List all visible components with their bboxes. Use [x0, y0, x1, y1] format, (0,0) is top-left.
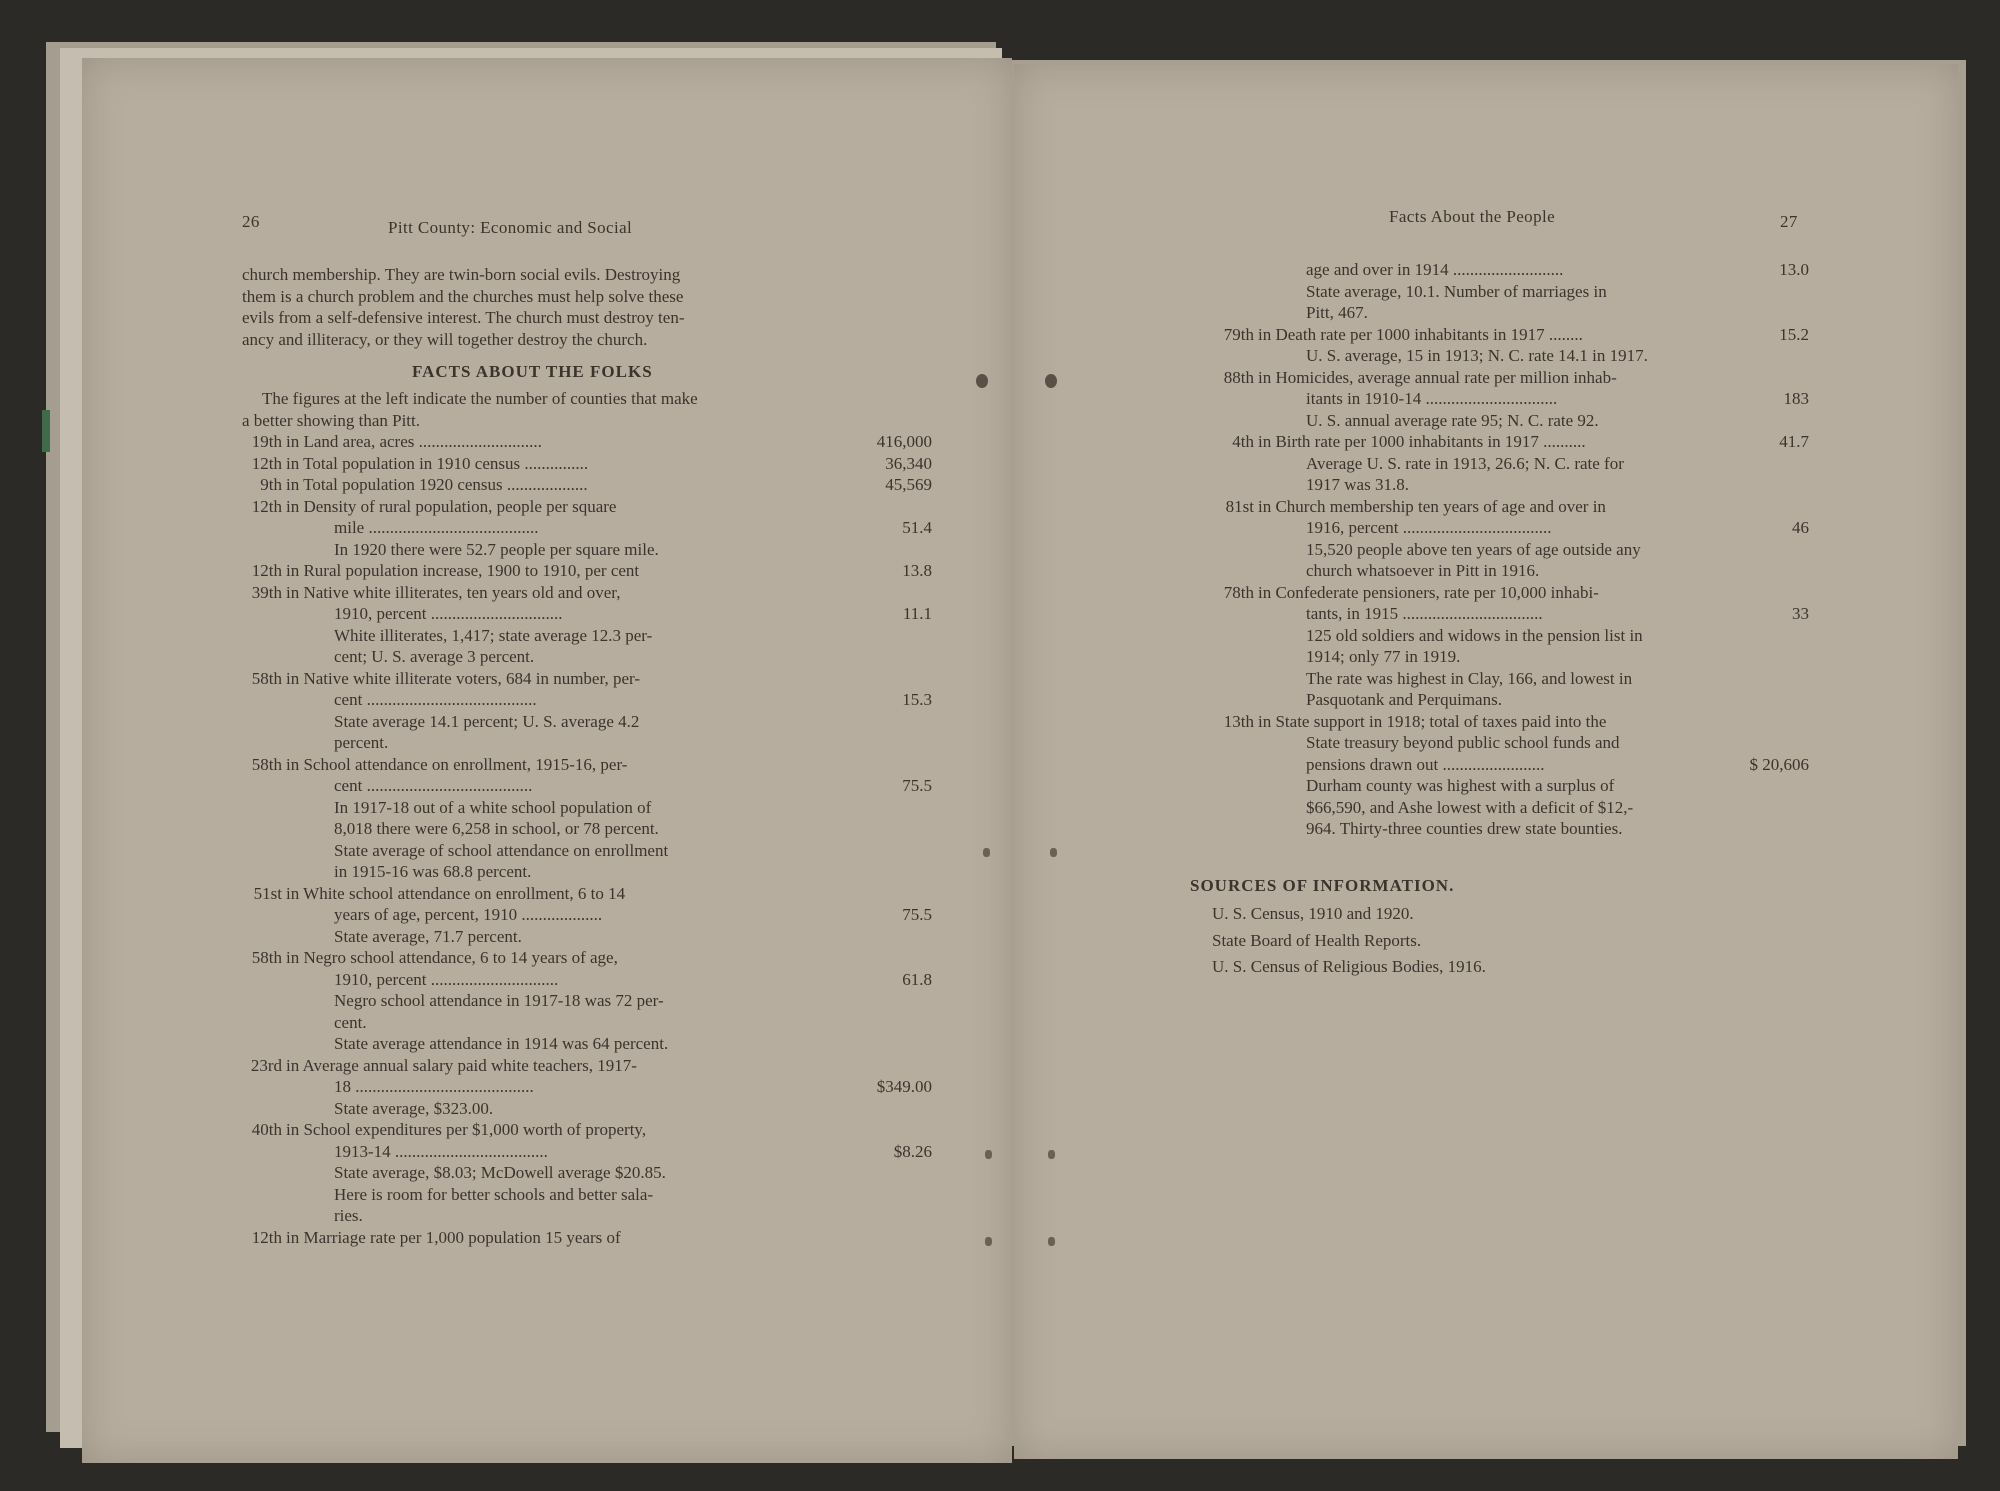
fact-text: 1910, percent ...............................: [334, 604, 563, 623]
fact-line: [1214, 388, 1809, 410]
fact-text: State average 14.1 percent; U. S. average 4.2: [334, 711, 640, 731]
source-item: State Board of Health Reports.: [1212, 930, 1422, 950]
fact-text: percent.: [334, 733, 389, 752]
fact-line: [1214, 668, 1809, 690]
fact-text: 1916, percent ...................................: [1306, 518, 1552, 537]
fact-text: Pasquotank and Perquimans.: [1306, 690, 1502, 709]
binding-hole: [1045, 374, 1057, 388]
fact-entry: [1214, 582, 1809, 711]
fact-rank: 58th: [251, 754, 282, 774]
fact-line: [242, 990, 932, 1012]
fact-line: [242, 646, 932, 668]
fact-entry: [242, 474, 932, 496]
fact-line: [242, 1033, 932, 1055]
fact-text: State treasury beyond public school funds and: [1306, 733, 1620, 752]
staple-mark: [983, 848, 990, 857]
fact-line: [1214, 582, 1809, 604]
fact-line: [242, 431, 932, 453]
fact-value: 75.5: [902, 905, 932, 924]
fact-line: [242, 1141, 932, 1163]
fact-entry: [242, 560, 932, 582]
staple-mark: [1050, 848, 1057, 857]
fact-rank: 78th: [1223, 582, 1254, 602]
right-page-number: 27: [1780, 212, 1798, 231]
fact-line: [1214, 281, 1809, 303]
fact-text: in Total population 1920 census ...................: [286, 475, 588, 494]
fact-line: [1214, 818, 1809, 840]
fact-line: [1214, 732, 1809, 754]
right-page: [1014, 64, 1958, 1459]
fact-line: [1214, 302, 1809, 324]
intro-line: them is a church problem and the churches must help solve these: [242, 286, 684, 306]
fact-text: State average, $8.03; McDowell average $20.85.: [334, 1163, 666, 1182]
fact-text: in Birth rate per 1000 inhabitants in 1917 ..........: [1258, 432, 1586, 451]
fact-text: age and over in 1914 ..........................: [1306, 260, 1564, 279]
fact-line: [242, 947, 932, 969]
fact-value: 36,340: [885, 453, 932, 473]
fact-entry: [242, 431, 932, 453]
fact-text: in Marriage rate per 1,000 population 15 years of: [286, 1227, 621, 1247]
left-page-number: 26: [242, 212, 260, 231]
lead-line: The figures at the left indicate the number of counties that make: [262, 389, 698, 408]
fact-rank: 40th: [251, 1120, 282, 1139]
fact-entry: [242, 883, 932, 948]
fact-text: 125 old soldiers and widows in the pension list in: [1306, 625, 1643, 645]
fact-rank: 58th: [251, 668, 282, 688]
fact-entry: [242, 754, 932, 883]
fact-text: cent; U. S. average 3 percent.: [334, 647, 535, 666]
sources-list: [1212, 903, 1486, 978]
fact-text: 964. Thirty-three counties drew state bounties.: [1306, 819, 1623, 838]
fact-text: White illiterates, 1,417; state average 12.3 per-: [334, 625, 653, 645]
fact-text: State average, $323.00.: [334, 1098, 494, 1118]
fact-value: 11.1: [902, 604, 932, 623]
fact-text: The rate was highest in Clay, 166, and lowest in: [1306, 668, 1633, 688]
fact-line: [242, 1076, 932, 1098]
fact-line: [242, 840, 932, 862]
fact-rank: 23rd: [250, 1055, 282, 1075]
fact-line: [242, 1098, 932, 1120]
fact-line: [242, 560, 932, 582]
fact-text: U. S. annual average rate 95; N. C. rate 92.: [1306, 410, 1599, 430]
fact-text: in Negro school attendance, 6 to 14 years of age,: [286, 948, 618, 967]
fact-text: Average U. S. rate in 1913, 26.6; N. C. rate for: [1306, 453, 1624, 473]
fact-value: 75.5: [902, 776, 932, 795]
fact-line: [242, 797, 932, 819]
fact-line: [242, 582, 932, 604]
fact-line: [1214, 754, 1809, 776]
fact-line: [242, 539, 932, 561]
fact-text: Durham county was highest with a surplus of: [1306, 776, 1615, 795]
fact-rank: 81st: [1225, 496, 1254, 516]
fact-text: Negro school attendance in 1917-18 was 72 per-: [334, 991, 664, 1010]
fact-line: [1214, 410, 1809, 432]
fact-line: [1214, 496, 1809, 518]
fact-text: in Land area, acres .............................: [286, 432, 542, 451]
intro-line: ancy and illiteracy, or they will together destroy the church.: [242, 329, 648, 349]
fact-text: In 1917-18 out of a white school population of: [334, 797, 652, 817]
right-running-head: Facts About the People: [1389, 207, 1556, 226]
fact-text: mile ........................................: [334, 518, 539, 537]
fact-text: in Native white illiterates, ten years old and over,: [286, 582, 621, 602]
fact-entry: [1214, 367, 1809, 432]
fact-text: 18 ..........................................: [334, 1077, 534, 1096]
intro-line: evils from a self-defensive interest. The church must destroy ten-: [242, 308, 685, 327]
fact-line: [242, 818, 932, 840]
fact-entry: [242, 496, 932, 561]
fact-rank: 79th: [1223, 324, 1254, 344]
fact-entry: [1214, 431, 1809, 496]
fact-text: itants in 1910-14 ...............................: [1306, 389, 1558, 408]
fact-text: ries.: [334, 1206, 363, 1225]
fact-text: 1910, percent ..............................: [334, 969, 559, 989]
left-page: [82, 58, 1012, 1463]
fact-entry: [1214, 259, 1809, 324]
fact-text: U. S. average, 15 in 1913; N. C. rate 14.1 in 1917.: [1306, 346, 1648, 365]
fact-line: [242, 1205, 932, 1227]
fact-value: $8.26: [893, 1141, 932, 1161]
fact-text: $66,590, and Ashe lowest with a deficit of $12,-: [1306, 797, 1634, 817]
fact-text: State average, 71.7 percent.: [334, 926, 522, 946]
fact-text: 15,520 people above ten years of age outside any: [1306, 539, 1641, 559]
fact-line: [242, 1184, 932, 1206]
fact-line: [242, 1227, 932, 1249]
facts-heading: FACTS ABOUT THE FOLKS: [412, 362, 653, 381]
fact-text: in White school attendance on enrollment, 6 to 14: [286, 883, 626, 903]
fact-value: 46: [1792, 518, 1809, 537]
fact-value: 45,569: [885, 475, 932, 494]
binding-hole: [976, 374, 988, 388]
fact-text: in Rural population increase, 1900 to 1910, per cent: [286, 561, 640, 580]
fact-value: 41.7: [1779, 432, 1809, 451]
fact-line: [1214, 603, 1809, 625]
fact-line: [242, 775, 932, 797]
staple-mark: [985, 1150, 992, 1159]
fact-line: [242, 1119, 932, 1141]
fact-line: [1214, 689, 1809, 711]
fact-value: 416,000: [876, 432, 932, 451]
fact-value: 183: [1783, 389, 1809, 408]
fact-text: State average, 10.1. Number of marriages in: [1306, 281, 1607, 301]
fact-text: in Homicides, average annual rate per million inhab-: [1258, 367, 1617, 387]
fact-text: in 1915-16 was 68.8 percent.: [334, 862, 532, 881]
fact-value: $349.00: [876, 1077, 932, 1096]
fact-entry: [242, 668, 932, 754]
fact-value: 33: [1792, 604, 1809, 623]
cover-green-tab: [42, 410, 50, 452]
fact-line: [1214, 474, 1809, 496]
left-running-head: Pitt County: Economic and Social: [388, 218, 633, 237]
fact-text: State average of school attendance on enrollment: [334, 840, 669, 860]
fact-rank: 51st: [253, 883, 282, 903]
fact-text: Here is room for better schools and better sala-: [334, 1184, 654, 1204]
left-intro-paragraph: [242, 264, 932, 350]
lead-line: a better showing than Pitt.: [242, 410, 421, 430]
fact-value: 13.0: [1779, 260, 1809, 279]
fact-entry: [242, 1227, 932, 1249]
fact-line: [242, 861, 932, 883]
staple-mark: [1048, 1150, 1055, 1159]
fact-text: church whatsoever in Pitt in 1916.: [1306, 561, 1540, 580]
fact-line: [242, 904, 932, 926]
fact-line: [242, 926, 932, 948]
fact-value: 15.3: [902, 690, 932, 709]
fact-line: [1214, 345, 1809, 367]
fact-line: [242, 603, 932, 625]
fact-text: Pitt, 467.: [1306, 303, 1368, 322]
fact-entry: [242, 1119, 932, 1227]
fact-text: years of age, percent, 1910 ...................: [334, 905, 603, 924]
lead-paragraph: [242, 388, 932, 431]
fact-text: in Church membership ten years of age and over in: [1258, 496, 1606, 516]
source-item: U. S. Census, 1910 and 1920.: [1212, 904, 1414, 923]
fact-text: in Average annual salary paid white teachers, 1917-: [286, 1055, 637, 1075]
fact-text: in Density of rural population, people per square: [286, 496, 617, 516]
fact-text: cent.: [334, 1012, 367, 1032]
fact-line: [1214, 367, 1809, 389]
fact-rank: 12th: [251, 561, 282, 580]
fact-line: [242, 1055, 932, 1077]
fact-line: [242, 732, 932, 754]
fact-line: [1214, 775, 1809, 797]
fact-value: 51.4: [902, 518, 932, 537]
fact-rank: 88th: [1223, 367, 1254, 387]
staple-mark: [1048, 1237, 1055, 1246]
fact-line: [242, 517, 932, 539]
fact-text: 8,018 there were 6,258 in school, or 78 percent.: [334, 819, 659, 838]
fact-line: [242, 625, 932, 647]
fact-rank: 12th: [251, 496, 282, 516]
fact-line: [242, 711, 932, 733]
fact-text: 1913-14 ....................................: [334, 1141, 548, 1161]
fact-rank: 19th: [251, 432, 282, 451]
fact-entry: [1214, 496, 1809, 582]
fact-line: [242, 1162, 932, 1184]
fact-entry: [1214, 324, 1809, 367]
fact-line: [1214, 431, 1809, 453]
fact-line: [1214, 259, 1809, 281]
fact-line: [242, 453, 932, 475]
fact-value: 13.8: [902, 561, 932, 580]
fact-text: in Death rate per 1000 inhabitants in 1917 ........: [1258, 324, 1583, 344]
fact-line: [242, 496, 932, 518]
fact-value: 15.2: [1779, 324, 1809, 344]
fact-line: [1214, 646, 1809, 668]
fact-text: in Total population in 1910 census ...............: [286, 453, 589, 473]
sources-heading: SOURCES OF INFORMATION.: [1190, 876, 1455, 895]
fact-line: [242, 1012, 932, 1034]
fact-entry: [242, 453, 932, 475]
fact-line: [242, 883, 932, 905]
fact-value: 61.8: [902, 969, 932, 989]
fact-text: in School attendance on enrollment, 1915-16, per-: [286, 754, 628, 774]
fact-text: tants, in 1915 .................................: [1306, 604, 1543, 623]
fact-line: [242, 969, 932, 991]
fact-line: [242, 689, 932, 711]
staple-mark: [985, 1237, 992, 1246]
fact-text: pensions drawn out ........................: [1306, 754, 1545, 774]
facts-table-right: [1214, 259, 1809, 840]
fact-text: in School expenditures per $1,000 worth of property,: [286, 1120, 647, 1139]
fact-line: [1214, 324, 1809, 346]
fact-text: 1917 was 31.8.: [1306, 475, 1409, 494]
fact-entry: [1214, 711, 1809, 840]
fact-line: [242, 668, 932, 690]
fact-text: in State support in 1918; total of taxes paid into the: [1258, 711, 1607, 731]
fact-line: [1214, 453, 1809, 475]
fact-value: $ 20,606: [1749, 754, 1809, 774]
fact-rank: 4th: [1232, 432, 1254, 451]
fact-rank: 58th: [251, 948, 282, 967]
fact-text: State average attendance in 1914 was 64 percent.: [334, 1034, 669, 1053]
fact-rank: 39th: [251, 582, 282, 602]
fact-line: [242, 474, 932, 496]
fact-line: [1214, 797, 1809, 819]
fact-line: [1214, 517, 1809, 539]
fact-entry: [242, 1055, 932, 1120]
fact-line: [1214, 539, 1809, 561]
fact-text: 1914; only 77 in 1919.: [1306, 647, 1461, 666]
source-item: U. S. Census of Religious Bodies, 1916.: [1212, 957, 1486, 976]
fact-text: cent .......................................: [334, 776, 533, 795]
fact-text: in Confederate pensioners, rate per 10,000 inhabi-: [1258, 582, 1599, 602]
fact-rank: 9th: [260, 475, 282, 494]
fact-line: [1214, 711, 1809, 733]
fact-line: [242, 754, 932, 776]
intro-line: church membership. They are twin-born social evils. Destroying: [242, 265, 681, 284]
fact-text: cent ........................................: [334, 690, 537, 709]
fact-entry: [242, 947, 932, 1055]
fact-text: in Native white illiterate voters, 684 in number, per-: [286, 668, 640, 688]
fact-rank: 13th: [1223, 711, 1254, 731]
fact-rank: 12th: [251, 453, 282, 473]
fact-line: [1214, 625, 1809, 647]
fact-entry: [242, 582, 932, 668]
fact-text: In 1920 there were 52.7 people per square mile.: [334, 539, 659, 559]
fact-rank: 12th: [251, 1227, 282, 1247]
fact-line: [1214, 560, 1809, 582]
facts-table-left: [242, 431, 932, 1248]
